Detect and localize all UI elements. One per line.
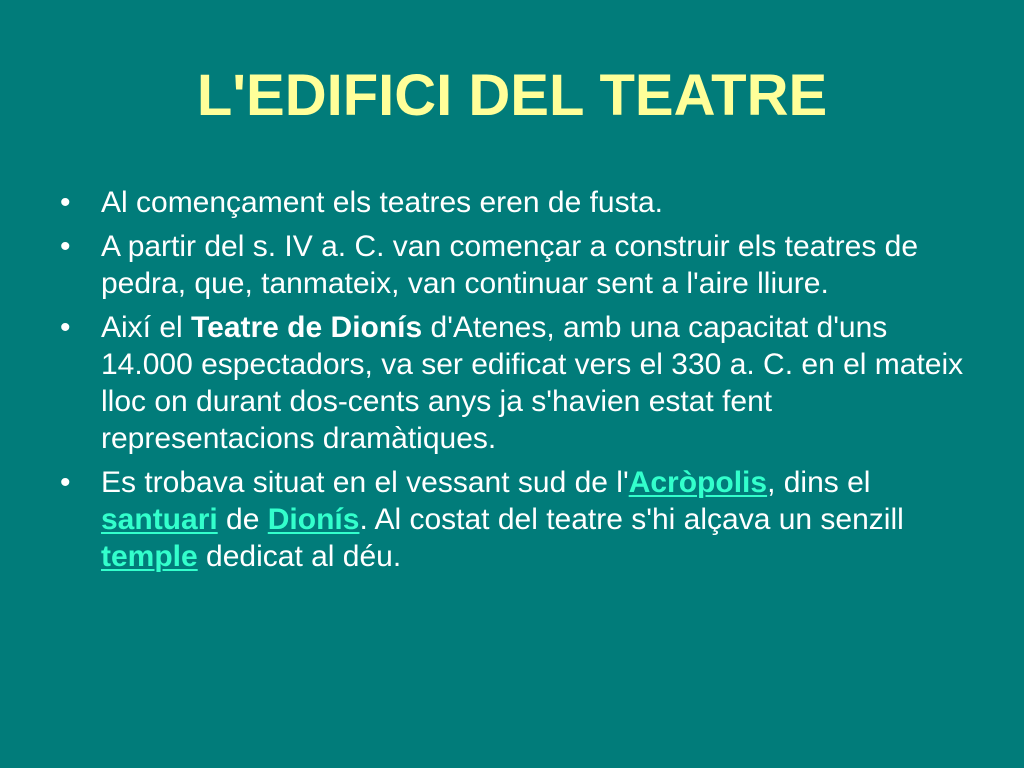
bullet-text: Al començament els teatres eren de fusta. xyxy=(101,186,663,219)
bullet-item-1 xyxy=(60,184,965,221)
bullet-text-start: Es trobava situat en el vessant sud de l' xyxy=(101,466,629,499)
temple-link[interactable]: temple xyxy=(101,540,198,573)
bullet-text-rest: d'Atenes, amb una capacitat d'uns 14.000 espectadors, va ser edificat vers el 330 a. C. en el mateix lloc on durant dos-cents anys ja s'havien estat fent representacions dramàtiques. xyxy=(101,311,964,455)
bullet-text: A partir del s. IV a. C. van començar a construir els teatres de pedra, que, tanmateix, van continuar sent a l'aire lliure. xyxy=(101,230,919,300)
dionysus-link[interactable]: Dionís xyxy=(267,503,360,536)
bullet-text-part: , dins el xyxy=(767,466,871,499)
slide-title: L'EDIFICI DEL TEATRE xyxy=(196,63,828,128)
bullet-icon: • xyxy=(60,230,71,263)
bullet-text-end: dedicat al déu. xyxy=(197,540,402,573)
bullet-list xyxy=(60,184,965,582)
bullet-text-part: . Al costat del teatre s'hi alçava un senzill xyxy=(359,503,904,536)
sanctuary-link[interactable]: santuari xyxy=(101,503,218,536)
bullet-item-4 xyxy=(60,464,965,575)
bullet-item-2 xyxy=(60,228,965,302)
bullet-item-3 xyxy=(60,309,965,457)
bullet-icon: • xyxy=(60,186,71,219)
bullet-text-part: de xyxy=(217,503,268,536)
bullet-icon: • xyxy=(60,311,71,344)
bold-theatre-name: Teatre de Dionís xyxy=(191,311,423,344)
acropolis-link[interactable]: Acròpolis xyxy=(628,466,768,499)
bullet-icon: • xyxy=(60,466,71,499)
bullet-text-start: Així el xyxy=(101,311,192,344)
